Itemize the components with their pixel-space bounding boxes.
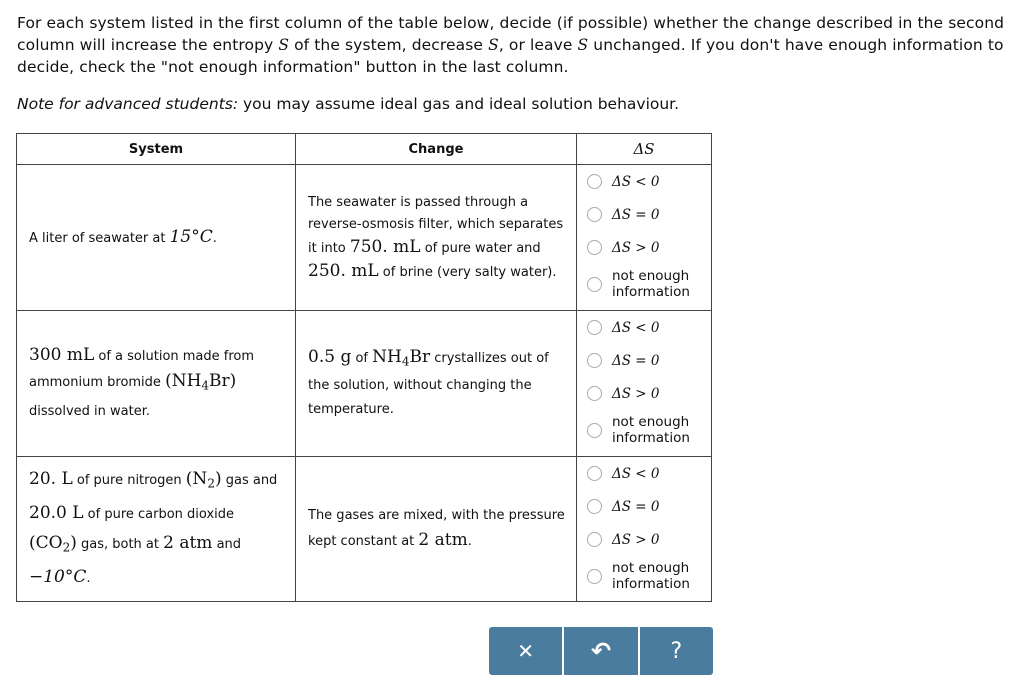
option-unchanged[interactable] [577,490,711,523]
option-label [612,560,690,592]
text: . [212,230,217,246]
answer-cell [577,457,712,602]
option-label: ΔS > 0 [612,385,660,402]
system-text [17,225,295,251]
option-unchanged[interactable] [577,198,711,231]
answer-cell [577,311,712,457]
volume-value: 20. L [29,469,73,490]
option-not-enough-info[interactable] [577,410,711,450]
instructions-text-4: unchanged. If you don't have enough information to decide, check the "not enough information" button in the last column. [17,36,1004,76]
change-text [296,192,576,284]
radio-button[interactable] [587,499,602,514]
instructions-text-1: For each system listed in the first column of the table below, decide (if possible) whether the change described in the second column will increase the entropy [17,14,1005,54]
change-cell [296,457,577,602]
system-text [17,465,295,592]
radio-button[interactable] [587,466,602,481]
formula: ) [70,533,77,553]
option-label [612,414,690,446]
change-cell [296,311,577,457]
close-icon: ✕ [517,639,535,663]
formula-subscript: 4 [401,354,410,369]
pressure-value: 2 atm [163,533,213,553]
system-cell [17,311,296,457]
option-not-enough-info[interactable] [577,556,711,596]
option-label: ΔS = 0 [612,498,660,515]
table-row [17,165,712,311]
text: . [86,570,91,586]
text: dissolved in water. [29,403,151,419]
change-text [296,504,576,554]
formula-subscript: 2 [207,477,215,491]
help-button[interactable] [638,627,713,675]
text: . [467,534,472,549]
text: of pure carbon dioxide [83,507,235,522]
entropy-symbol: S [577,36,589,54]
change-cell [296,165,577,311]
instructions-text-2: of the system, decrease [289,36,489,54]
radio-button[interactable] [587,240,602,255]
entropy-table [16,133,712,602]
answer-cell [577,165,712,311]
system-cell [17,165,296,311]
formula-subscript: 4 [201,378,210,393]
text: information [612,430,690,446]
radio-button[interactable] [587,532,602,547]
radio-button[interactable] [587,386,602,401]
help-icon: ? [670,638,683,664]
table-header-row [17,134,712,165]
clear-button[interactable] [489,627,562,675]
option-unchanged[interactable] [577,344,711,377]
text: The seawater is passed through a reverse-osmosis filter, which separates it into [308,194,564,256]
temperature-value: −10°C [29,566,87,587]
answer-options [577,165,711,310]
text: of [351,351,373,367]
radio-button[interactable] [587,277,602,292]
option-label: ΔS > 0 [612,239,660,256]
text: of pure water and [420,240,541,256]
radio-button[interactable] [587,569,602,584]
header-delta-s: ΔS [577,134,712,165]
text: crystallizes out of the solution, without changing the temperature. [308,351,549,417]
option-increase[interactable] [577,231,711,264]
note-text: you may assume ideal gas and ideal solution behaviour. [238,95,680,113]
header-change: Change [296,134,577,165]
formula: ) [214,469,222,490]
formula: Br) [209,371,237,392]
text: gas and [221,473,278,489]
answer-toolbar [489,627,713,675]
system-cell [17,457,296,602]
text: of a solution made from ammonium bromide [29,349,255,391]
text: information [612,576,690,592]
text: gas, both at [76,537,164,552]
temperature-value: 15°C [169,226,213,247]
advanced-note [17,93,679,115]
option-label: ΔS = 0 [612,352,660,369]
text: A liter of seawater at [29,230,170,246]
formula: (CO [29,533,63,553]
table-row [17,311,712,457]
undo-icon: ↶ [590,637,612,665]
instructions-text-3: , or leave [498,36,578,54]
volume-value: 20.0 L [29,503,84,523]
formula: (N [185,469,208,490]
radio-button[interactable] [587,320,602,335]
option-label: ΔS < 0 [612,465,660,482]
option-label: ΔS < 0 [612,319,660,336]
undo-button[interactable] [562,627,637,675]
instructions [17,12,1007,78]
pressure-value: 2 atm [418,530,468,550]
change-text [296,345,576,422]
radio-button[interactable] [587,423,602,438]
text: and [212,537,242,552]
text: of pure nitrogen [72,473,186,489]
text: information [612,284,690,300]
entropy-symbol: S [488,36,499,54]
option-decrease[interactable] [577,311,711,344]
volume-value: 250. mL [308,260,379,281]
header-system: System [17,134,296,165]
option-decrease[interactable] [577,457,711,490]
radio-button[interactable] [587,207,602,222]
table-row [17,457,712,602]
formula: Br [409,347,431,368]
option-increase[interactable] [577,377,711,410]
system-text [17,343,295,424]
answer-options [577,457,711,601]
option-label: ΔS > 0 [612,531,660,548]
text: not enough [612,560,690,576]
text: of brine (very salty water). [378,264,557,280]
mass-value: 0.5 g [308,347,352,368]
formula: NH [372,347,402,368]
option-not-enough-info[interactable] [577,264,711,304]
text: not enough [612,268,690,284]
volume-value: 300 mL [29,345,95,366]
text: The gases are mixed, with the pressure kept constant at [308,508,565,549]
answer-options [577,311,711,456]
option-increase[interactable] [577,523,711,556]
option-label: ΔS < 0 [612,173,660,190]
option-label [612,268,690,300]
text: not enough [612,414,690,430]
volume-value: 750. mL [349,236,421,257]
radio-button[interactable] [587,174,602,189]
note-label: Note for advanced students: [17,95,239,113]
option-decrease[interactable] [577,165,711,198]
option-label: ΔS = 0 [612,206,660,223]
radio-button[interactable] [587,353,602,368]
entropy-symbol: S [278,36,290,54]
formula: (NH [165,371,202,392]
formula-subscript: 2 [62,540,71,555]
